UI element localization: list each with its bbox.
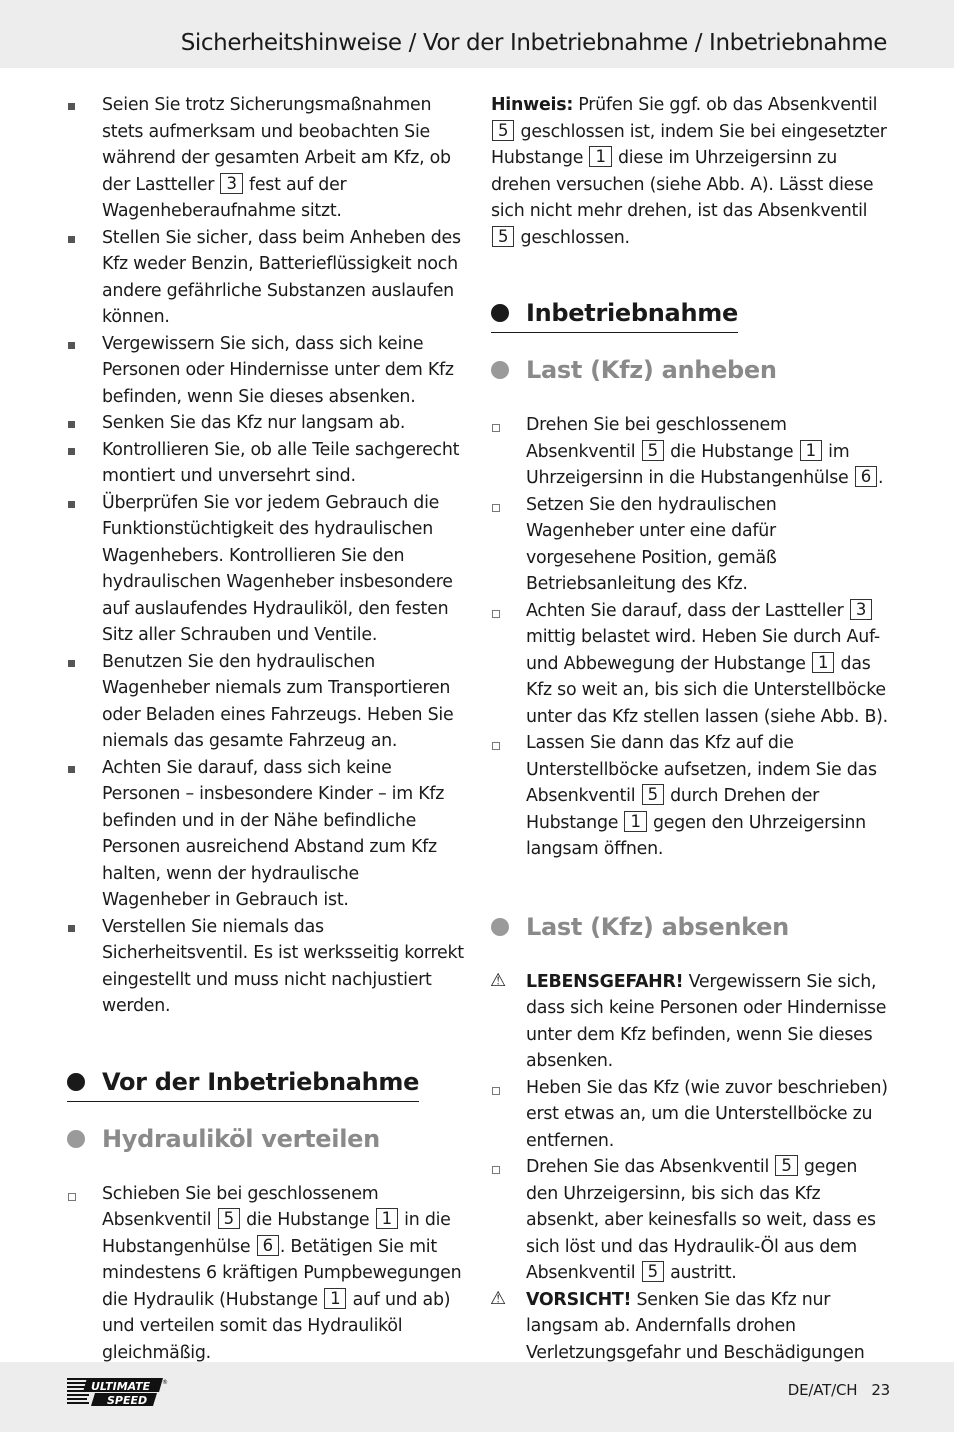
part-ref: 6 <box>855 466 877 487</box>
part-ref: 1 <box>812 652 834 673</box>
list-item: Schieben Sie bei geschlossenem Absenkventil 5 die Hubstange 1 in die Hubstangenhülse 6 . Betätigen Sie mit mindestens 6 kräftigen Pumpbewegungen die Hydraulik (Hubstange 1 auf und ab) und verteilen somit das Hydrauliköl gleichmäßig. <box>67 1181 465 1367</box>
part-ref: 5 <box>775 1155 797 1176</box>
list-item: Achten Sie darauf, dass sich keine Personen – insbesondere Kinder – im Kfz befinden und in der Nähe befindliche Personen ausreichend Abstand zum Kfz halten, wenn der hydraulische Wagenheber in Gebrauch ist. <box>67 755 465 914</box>
section-vor-der-inbetriebnahme <box>67 1067 465 1102</box>
warning-triangle-icon: ⚠ <box>490 1287 506 1309</box>
part-ref: 3 <box>850 599 872 620</box>
sub-heading: Hydrauliköl verteilen <box>67 1124 465 1154</box>
list-item: Achten Sie darauf, dass der Lastteller 3 mittig belastet wird. Heben Sie durch Auf- und Abbewegung der Hubstange 1 das Kfz so weit an, bis sich die Unterstellböcke unter das Kfz stellen lassen (siehe Abb. B). <box>491 598 889 731</box>
list-item: Heben Sie das Kfz (wie zuvor beschrieben) erst etwas an, um die Unterstellböcke zu entfernen. <box>491 1075 889 1155</box>
list-item: Überprüfen Sie vor jedem Gebrauch die Funktionstüchtigkeit des hydraulischen Wagenhebers. Kontrollieren Sie den hydraulischen Wagenheber insbesondere auf auslaufendes Hydrauliköl, den festen Sitz aller Schrauben und Ventile. <box>67 490 465 649</box>
part-ref: 1 <box>376 1208 398 1229</box>
part-ref: 5 <box>492 120 514 141</box>
warning-item: ⚠ VORSICHT! Senken Sie das Kfz nur langsam ab. Andernfalls drohen Verletzungsgefahr und Beschädigungen <box>490 1287 865 1363</box>
logo-text-speed: SPEED <box>107 1394 148 1407</box>
ultimate-speed-logo-icon <box>67 1376 169 1410</box>
part-ref: 1 <box>589 146 611 167</box>
part-ref: 5 <box>642 1261 664 1282</box>
list-item: Lassen Sie dann das Kfz auf die Unterstellböcke aufsetzen, indem Sie das Absenkventil 5 durch Drehen der Hubstange 1 gegen den Uhrzeigersinn langsam öffnen. <box>491 730 889 863</box>
list-item: Seien Sie trotz Sicherungsmaßnahmen stets aufmerksam und beobachten Sie während der gesamten Arbeit am Kfz, ob der Lastteller 3 fest auf der Wagenheberaufnahme sitzt. <box>67 92 465 225</box>
list-item: Setzen Sie den hydraulischen Wagenheber unter eine dafür vorgesehene Position, gemäß Betriebsanleitung des Kfz. <box>491 492 889 598</box>
list-item: Verstellen Sie niemals das Sicherheitsventil. Es ist werksseitig korrekt eingestellt und muss nicht nachjustiert werden. <box>67 914 465 1020</box>
part-ref: 5 <box>492 226 514 247</box>
region-label: DE/AT/CH <box>787 1381 858 1399</box>
page-title: Sicherheitshinweise / Vor der Inbetriebnahme / Inbetriebnahme <box>180 30 887 56</box>
part-ref: 3 <box>220 173 242 194</box>
part-ref: 1 <box>624 811 646 832</box>
list-item: Vergewissern Sie sich, dass sich keine Personen oder Hindernisse unter dem Kfz befinden, wenn Sie dieses absenken. <box>67 331 465 411</box>
list-item: Benutzen Sie den hydraulischen Wagenheber niemals zum Transportieren oder Beladen eines Fahrzeugs. Heben Sie niemals das gesamte Fahrzeug an. <box>67 649 465 755</box>
header-bar <box>0 0 954 68</box>
section-heading: Inbetriebnahme <box>491 298 738 333</box>
sub-heading: Last (Kfz) absenken <box>491 912 889 942</box>
brand-logo <box>67 1376 169 1414</box>
warning-label: VORSICHT! <box>526 1289 632 1310</box>
part-ref: 1 <box>324 1288 346 1309</box>
note-label: Hinweis: <box>491 95 574 115</box>
note-paragraph: Hinweis: Prüfen Sie ggf. ob das Absenkventil 5 geschlossen ist, indem Sie bei eingesetzter Hubstange 1 diese im Uhrzeigersinn zu drehen versuchen (siehe Abb. A). Lässt diese sich nicht mehr drehen, ist das Absenkventil 5 geschlossen. <box>491 95 887 248</box>
list-item: Stellen Sie sicher, dass beim Anheben des Kfz weder Benzin, Batterieflüssigkeit noch andere gefährliche Substanzen auslaufen können. <box>67 225 465 331</box>
warning-triangle-icon: ⚠ <box>490 969 506 991</box>
section-heading: Vor der Inbetriebnahme <box>67 1067 419 1102</box>
part-ref: 6 <box>257 1235 279 1256</box>
part-ref: 5 <box>218 1208 240 1229</box>
sub-heading: Last (Kfz) anheben <box>491 355 889 385</box>
left-column <box>67 92 465 1366</box>
section-inbetriebnahme <box>491 298 889 333</box>
list-item: Drehen Sie das Absenkventil 5 gegen den Uhrzeigersinn, bis sich das Kfz absenkt, aber keinesfalls so weit, dass es sich löst und das Hydraulik-Öl aus dem Absenkventil 5 austritt. <box>491 1154 889 1287</box>
warning-label: LEBENSGEFAHR! <box>526 971 684 992</box>
right-column <box>491 92 889 1393</box>
footer-info <box>788 1381 890 1399</box>
logo-text-ultimate: ULTIMATE <box>91 1380 151 1393</box>
part-ref: 5 <box>642 784 664 805</box>
warning-item: ⚠ LEBENSGEFAHR! Vergewissern Sie sich, dass sich keine Personen oder Hindernisse unter dem Kfz befinden, wenn Sie dieses absenken. <box>490 969 887 1071</box>
list-item: Drehen Sie bei geschlossenem Absenkventil 5 die Hubstange 1 im Uhrzeigersinn in die Hubstangenhülse 6 . <box>491 412 889 492</box>
part-ref: 1 <box>800 440 822 461</box>
list-item: Kontrollieren Sie, ob alle Teile sachgerecht montiert und unversehrt sind. <box>67 437 465 490</box>
page-number: 23 <box>871 1381 890 1399</box>
list-item: Senken Sie das Kfz nur langsam ab. <box>67 410 465 437</box>
svg-text:®: ® <box>162 1379 168 1386</box>
part-ref: 5 <box>642 440 664 461</box>
